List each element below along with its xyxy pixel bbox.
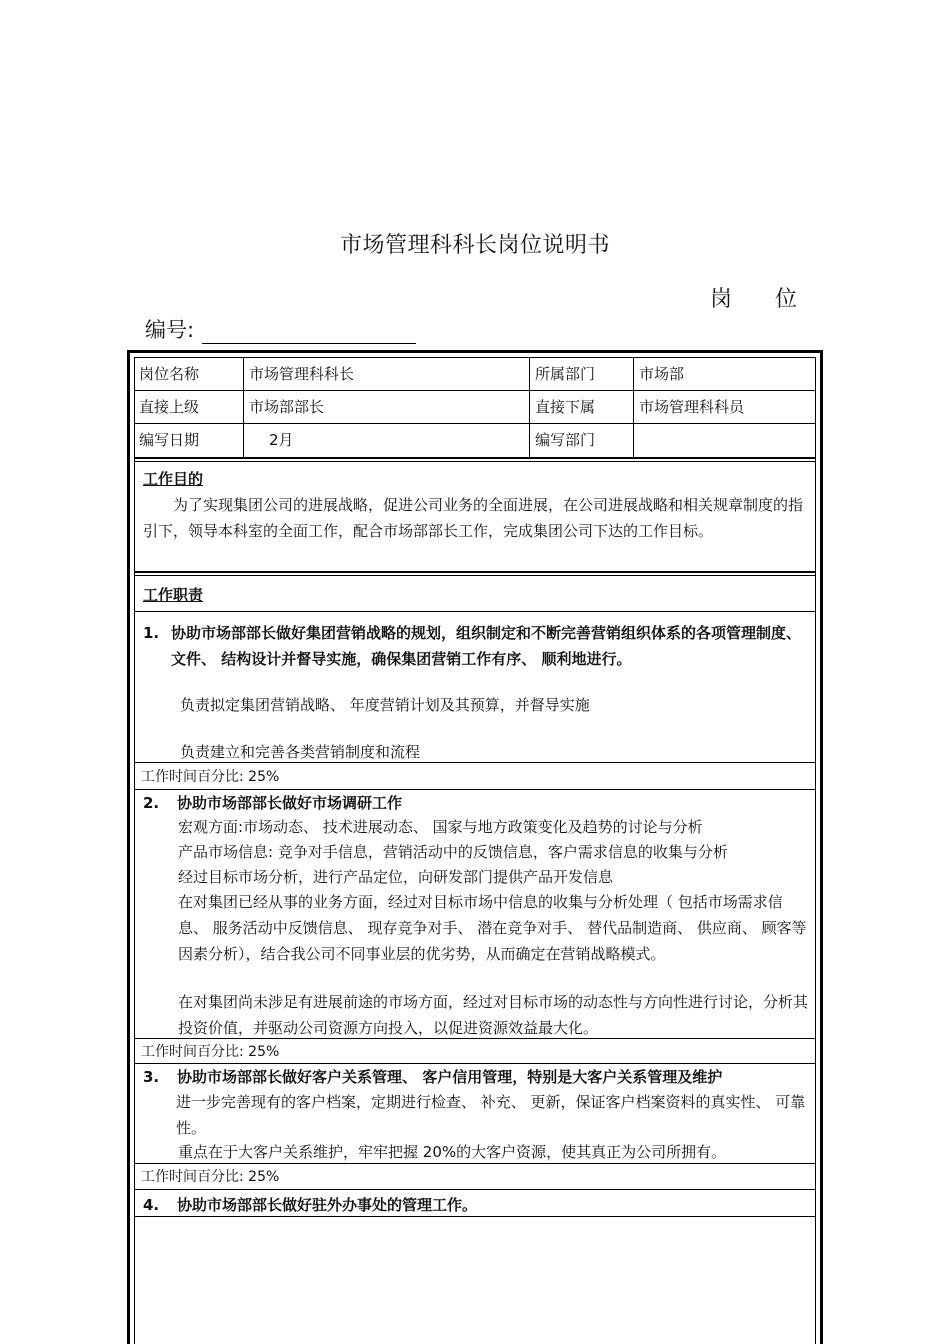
duty-item-3 bbox=[143, 1064, 809, 1090]
divider bbox=[243, 358, 244, 457]
label-author-dept: 编写部门 bbox=[535, 431, 596, 449]
duty-bullet: 负责建立和完善各类营销制度和流程 bbox=[180, 743, 421, 761]
divider bbox=[135, 1189, 815, 1190]
duty-bullet: 在对集团已经从事的业务方面，经过对目标市场中信息的收集与分析处理（ 包括市场需求信息、 服务活动中反馈信息、 现存竞争对手、 潜在竞争对手、 替代品制造商、 供应商、 顾客等因素分析），结合我公司不同事业层的优劣势，从而确定在营销战略模式。 bbox=[178, 893, 807, 963]
value-date: 2月 bbox=[269, 431, 294, 449]
job-description-frame bbox=[127, 350, 823, 1344]
job-description-table bbox=[134, 357, 816, 1344]
code-blank-line bbox=[202, 319, 416, 344]
header-row-1 bbox=[135, 358, 815, 390]
double-divider bbox=[135, 571, 815, 576]
duty-item-1 bbox=[143, 620, 809, 672]
duty-number: 2. bbox=[143, 794, 160, 812]
duty-number: 3. bbox=[143, 1068, 160, 1086]
duty-item-4 bbox=[143, 1192, 809, 1218]
divider bbox=[135, 611, 815, 612]
label-department: 所属部门 bbox=[535, 365, 596, 383]
duties-heading: 工作职责 bbox=[143, 586, 204, 604]
time-percentage: 工作时间百分比: 25% bbox=[141, 1169, 280, 1185]
code-row bbox=[145, 314, 416, 344]
value-subordinate: 市场管理科科员 bbox=[639, 398, 745, 416]
divider bbox=[135, 1163, 815, 1164]
purpose-heading: 工作目的 bbox=[143, 470, 204, 488]
double-divider bbox=[135, 457, 815, 462]
duty-number: 1. bbox=[143, 624, 160, 642]
time-percentage: 工作时间百分比: 25% bbox=[141, 1044, 280, 1060]
duty-bullet: 宏观方面:市场动态、 技术进展动态、 国家与地方政策变化及趋势的讨论与分析 bbox=[178, 818, 703, 836]
label-date: 编写日期 bbox=[139, 431, 200, 449]
code-label: 编号: bbox=[145, 318, 195, 342]
duty-bullet: 经过目标市场分析，进行产品定位，向研发部门提供产品开发信息 bbox=[178, 868, 614, 886]
divider bbox=[135, 1038, 815, 1039]
duty-title: 协助市场部部长做好驻外办事处的管理工作。 bbox=[177, 1196, 478, 1214]
header-row-2 bbox=[135, 391, 815, 423]
duty-number: 4. bbox=[143, 1196, 160, 1214]
duty-title: 协助市场部部长做好市场调研工作 bbox=[177, 794, 403, 812]
time-percentage: 工作时间百分比: 25% bbox=[141, 769, 280, 785]
divider bbox=[135, 1216, 815, 1217]
divider bbox=[633, 358, 634, 457]
label-subordinate: 直接下属 bbox=[535, 398, 596, 416]
header-row-3 bbox=[135, 424, 815, 456]
duty-item-2 bbox=[143, 790, 809, 816]
label-superior: 直接上级 bbox=[139, 398, 200, 416]
document-title: 市场管理科科长岗位说明书 bbox=[339, 233, 610, 258]
divider bbox=[135, 762, 815, 763]
duty-bullet: 在对集团尚未涉足有进展前途的市场方面，经过对目标市场的动态性与方向性进行讨论，分析其投资价值，并驱动公司资源方向投入，以促进资源效益最大化。 bbox=[178, 993, 809, 1037]
position-label: 岗 位 bbox=[710, 287, 815, 312]
duty-bullet: 产品市场信息: 竞争对手信息，营销活动中的反馈信息，客户需求信息的收集与分析 bbox=[178, 843, 728, 861]
duty-title: 协助市场部部长做好集团营销战略的规划，组织制定和不断完善营销组织体系的各项管理制度、 文件、 结构设计并督导实施，确保集团营销工作有序、 顺利地进行。 bbox=[171, 624, 802, 668]
value-position-name: 市场管理科科长 bbox=[249, 365, 355, 383]
duty-bullet: 重点在于大客户关系维护，牢牢把握 20%的大客户资源，使其真正为公司所拥有。 bbox=[178, 1143, 727, 1161]
value-superior: 市场部部长 bbox=[249, 398, 325, 416]
duty-title: 协助市场部部长做好客户关系管理、 客户信用管理，特别是大客户关系管理及维护 bbox=[177, 1068, 723, 1086]
value-department: 市场部 bbox=[639, 365, 685, 383]
divider bbox=[529, 358, 530, 457]
value-author-dept bbox=[635, 424, 815, 456]
duty-bullet: 负责拟定集团营销战略、 年度营销计划及其预算，并督导实施 bbox=[180, 696, 590, 714]
purpose-text: 为了实现集团公司的进展战略，促进公司业务的全面进展，在公司进展战略和相关规章制度的指引下，领导本科室的全面工作，配合市场部部长工作，完成集团公司下达的工作目标。 bbox=[143, 496, 804, 540]
duty-bullet: 进一步完善现有的客户档案，定期进行检查、 补充、 更新，保证客户档案资料的真实性、 可靠性。 bbox=[176, 1093, 806, 1137]
label-position-name: 岗位名称 bbox=[139, 365, 200, 383]
